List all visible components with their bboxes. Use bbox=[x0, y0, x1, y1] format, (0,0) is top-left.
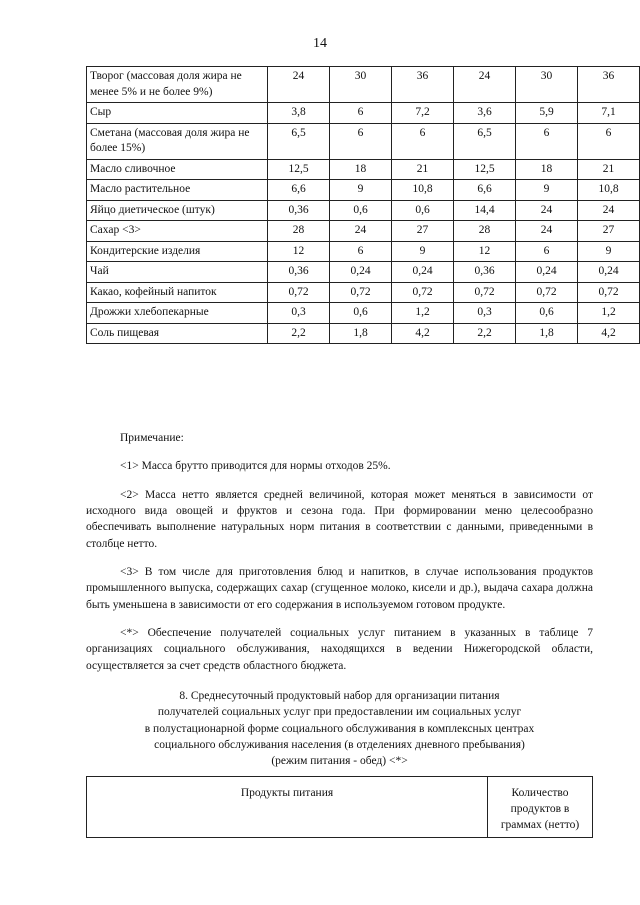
value-cell: 27 bbox=[392, 221, 454, 242]
product-name-cell: Масло сливочное bbox=[87, 159, 268, 180]
note-item: <1> Масса брутто приводится для нормы отходов 25%. bbox=[120, 460, 391, 473]
value-cell: 0,6 bbox=[330, 200, 392, 221]
section-title-line: социального обслуживания населения (в отделениях дневного пребывания) bbox=[154, 738, 525, 751]
section-title-line: в полустационарной форме социального обслуживания в комплексных центрах bbox=[144, 722, 535, 735]
section-title-line: (режим питания - обед) <*> bbox=[271, 755, 408, 768]
value-cell: 6,5 bbox=[454, 123, 516, 159]
product-name-cell: Дрожжи хлебопекарные bbox=[87, 303, 268, 324]
value-cell: 5,9 bbox=[516, 103, 578, 124]
table-row bbox=[87, 103, 640, 124]
table-row bbox=[87, 159, 640, 180]
value-cell: 24 bbox=[330, 221, 392, 242]
product-name-cell: Чай bbox=[87, 262, 268, 283]
value-cell: 0,72 bbox=[268, 282, 330, 303]
value-cell: 14,4 bbox=[454, 200, 516, 221]
table-row bbox=[87, 303, 640, 324]
value-cell: 36 bbox=[392, 67, 454, 103]
value-cell: 24 bbox=[268, 67, 330, 103]
value-cell: 3,8 bbox=[268, 103, 330, 124]
value-cell: 6 bbox=[516, 241, 578, 262]
value-cell: 0,72 bbox=[330, 282, 392, 303]
section-title-line: 8. Среднесуточный продуктовый набор для организации питания bbox=[179, 690, 500, 702]
value-cell: 28 bbox=[454, 221, 516, 242]
note-item: <*> Обеспечение получателей социальных услуг питанием в указанных в таблице 7 организациях социального обслуживания, находящихся в ведении Нижегородской области, осуществляется за счет средств областного бюджета. bbox=[86, 626, 593, 672]
value-cell: 24 bbox=[454, 67, 516, 103]
product-name-cell: Сыр bbox=[87, 103, 268, 124]
value-cell: 24 bbox=[516, 221, 578, 242]
value-cell: 12 bbox=[454, 241, 516, 262]
product-name-cell: Яйцо диетическое (штук) bbox=[87, 200, 268, 221]
value-cell: 4,2 bbox=[578, 323, 640, 344]
value-cell: 9 bbox=[516, 180, 578, 201]
value-cell: 0,3 bbox=[454, 303, 516, 324]
value-cell: 0,24 bbox=[392, 262, 454, 283]
product-name-cell: Соль пищевая bbox=[87, 323, 268, 344]
notes-section bbox=[86, 430, 593, 686]
value-cell: 0,36 bbox=[454, 262, 516, 283]
value-cell: 9 bbox=[578, 241, 640, 262]
product-name-cell: Сахар <3> bbox=[87, 221, 268, 242]
value-cell: 21 bbox=[578, 159, 640, 180]
table-row bbox=[87, 323, 640, 344]
value-cell: 2,2 bbox=[268, 323, 330, 344]
value-cell: 2,2 bbox=[454, 323, 516, 344]
value-cell: 6,5 bbox=[268, 123, 330, 159]
table-row bbox=[87, 123, 640, 159]
value-cell: 24 bbox=[516, 200, 578, 221]
table-row bbox=[87, 180, 640, 201]
table-row bbox=[87, 282, 640, 303]
notes-heading: Примечание: bbox=[120, 432, 184, 444]
product-name-cell: Кондитерские изделия bbox=[87, 241, 268, 262]
value-cell: 30 bbox=[516, 67, 578, 103]
table-row bbox=[87, 221, 640, 242]
value-cell: 0,72 bbox=[516, 282, 578, 303]
value-cell: 12 bbox=[268, 241, 330, 262]
value-cell: 0,6 bbox=[392, 200, 454, 221]
value-cell: 1,2 bbox=[392, 303, 454, 324]
value-cell: 0,36 bbox=[268, 262, 330, 283]
value-cell: 0,3 bbox=[268, 303, 330, 324]
value-cell: 28 bbox=[268, 221, 330, 242]
value-cell: 7,1 bbox=[578, 103, 640, 124]
value-cell: 6 bbox=[330, 123, 392, 159]
value-cell: 6 bbox=[578, 123, 640, 159]
value-cell: 0,72 bbox=[454, 282, 516, 303]
value-cell: 27 bbox=[578, 221, 640, 242]
value-cell: 0,6 bbox=[330, 303, 392, 324]
value-cell: 0,24 bbox=[578, 262, 640, 283]
value-cell: 0,24 bbox=[330, 262, 392, 283]
value-cell: 1,8 bbox=[330, 323, 392, 344]
value-cell: 12,5 bbox=[454, 159, 516, 180]
table-row bbox=[87, 262, 640, 283]
value-cell: 10,8 bbox=[578, 180, 640, 201]
note-item: <3> В том числе для приготовления блюд и напитков, в случае использования продуктов промышленного выпуска, содержащих сахар (сгущенное молоко, кисели и др.), выдача сахара должна быть уменьшена в зависимости от его содержания в используемом готовом продукте. bbox=[86, 565, 593, 611]
value-cell: 0,6 bbox=[516, 303, 578, 324]
value-cell: 9 bbox=[392, 241, 454, 262]
value-cell: 18 bbox=[330, 159, 392, 180]
value-cell: 6 bbox=[330, 241, 392, 262]
value-cell: 10,8 bbox=[392, 180, 454, 201]
header-quantity: Количество продуктов в граммах (нетто) bbox=[488, 777, 593, 838]
value-cell: 6 bbox=[330, 103, 392, 124]
value-cell: 3,6 bbox=[454, 103, 516, 124]
value-cell: 0,72 bbox=[578, 282, 640, 303]
value-cell: 1,8 bbox=[516, 323, 578, 344]
value-cell: 24 bbox=[578, 200, 640, 221]
value-cell: 18 bbox=[516, 159, 578, 180]
value-cell: 0,24 bbox=[516, 262, 578, 283]
table-row bbox=[87, 241, 640, 262]
value-cell: 6,6 bbox=[454, 180, 516, 201]
value-cell: 0,72 bbox=[392, 282, 454, 303]
value-cell: 7,2 bbox=[392, 103, 454, 124]
value-cell: 6,6 bbox=[268, 180, 330, 201]
value-cell: 21 bbox=[392, 159, 454, 180]
section-title bbox=[86, 688, 593, 770]
value-cell: 9 bbox=[330, 180, 392, 201]
header-products: Продукты питания bbox=[87, 777, 488, 838]
product-name-cell: Творог (массовая доля жира не менее 5% и не более 9%) bbox=[87, 67, 268, 103]
page-number: 14 bbox=[313, 36, 327, 51]
product-set-table bbox=[86, 776, 593, 838]
note-item: <2> Масса нетто является средней величиной, которая может меняться в зависимости от исходного вида овощей и фруктов и сезона года. При формировании меню целесообразно обеспечивать выполнение натуральных норм питания в соответствии с данными, приведенными в столбце нетто. bbox=[86, 488, 593, 550]
product-name-cell: Масло растительное bbox=[87, 180, 268, 201]
table-header-row bbox=[87, 777, 593, 838]
product-name-cell: Какао, кофейный напиток bbox=[87, 282, 268, 303]
value-cell: 6 bbox=[516, 123, 578, 159]
table-row bbox=[87, 67, 640, 103]
value-cell: 6 bbox=[392, 123, 454, 159]
value-cell: 0,36 bbox=[268, 200, 330, 221]
value-cell: 1,2 bbox=[578, 303, 640, 324]
value-cell: 30 bbox=[330, 67, 392, 103]
product-name-cell: Сметана (массовая доля жира не более 15%) bbox=[87, 123, 268, 159]
value-cell: 36 bbox=[578, 67, 640, 103]
table-row bbox=[87, 200, 640, 221]
value-cell: 4,2 bbox=[392, 323, 454, 344]
value-cell: 12,5 bbox=[268, 159, 330, 180]
section-title-line: получателей социальных услуг при предоставлении им социальных услуг bbox=[157, 706, 522, 719]
food-norms-table bbox=[86, 66, 640, 344]
